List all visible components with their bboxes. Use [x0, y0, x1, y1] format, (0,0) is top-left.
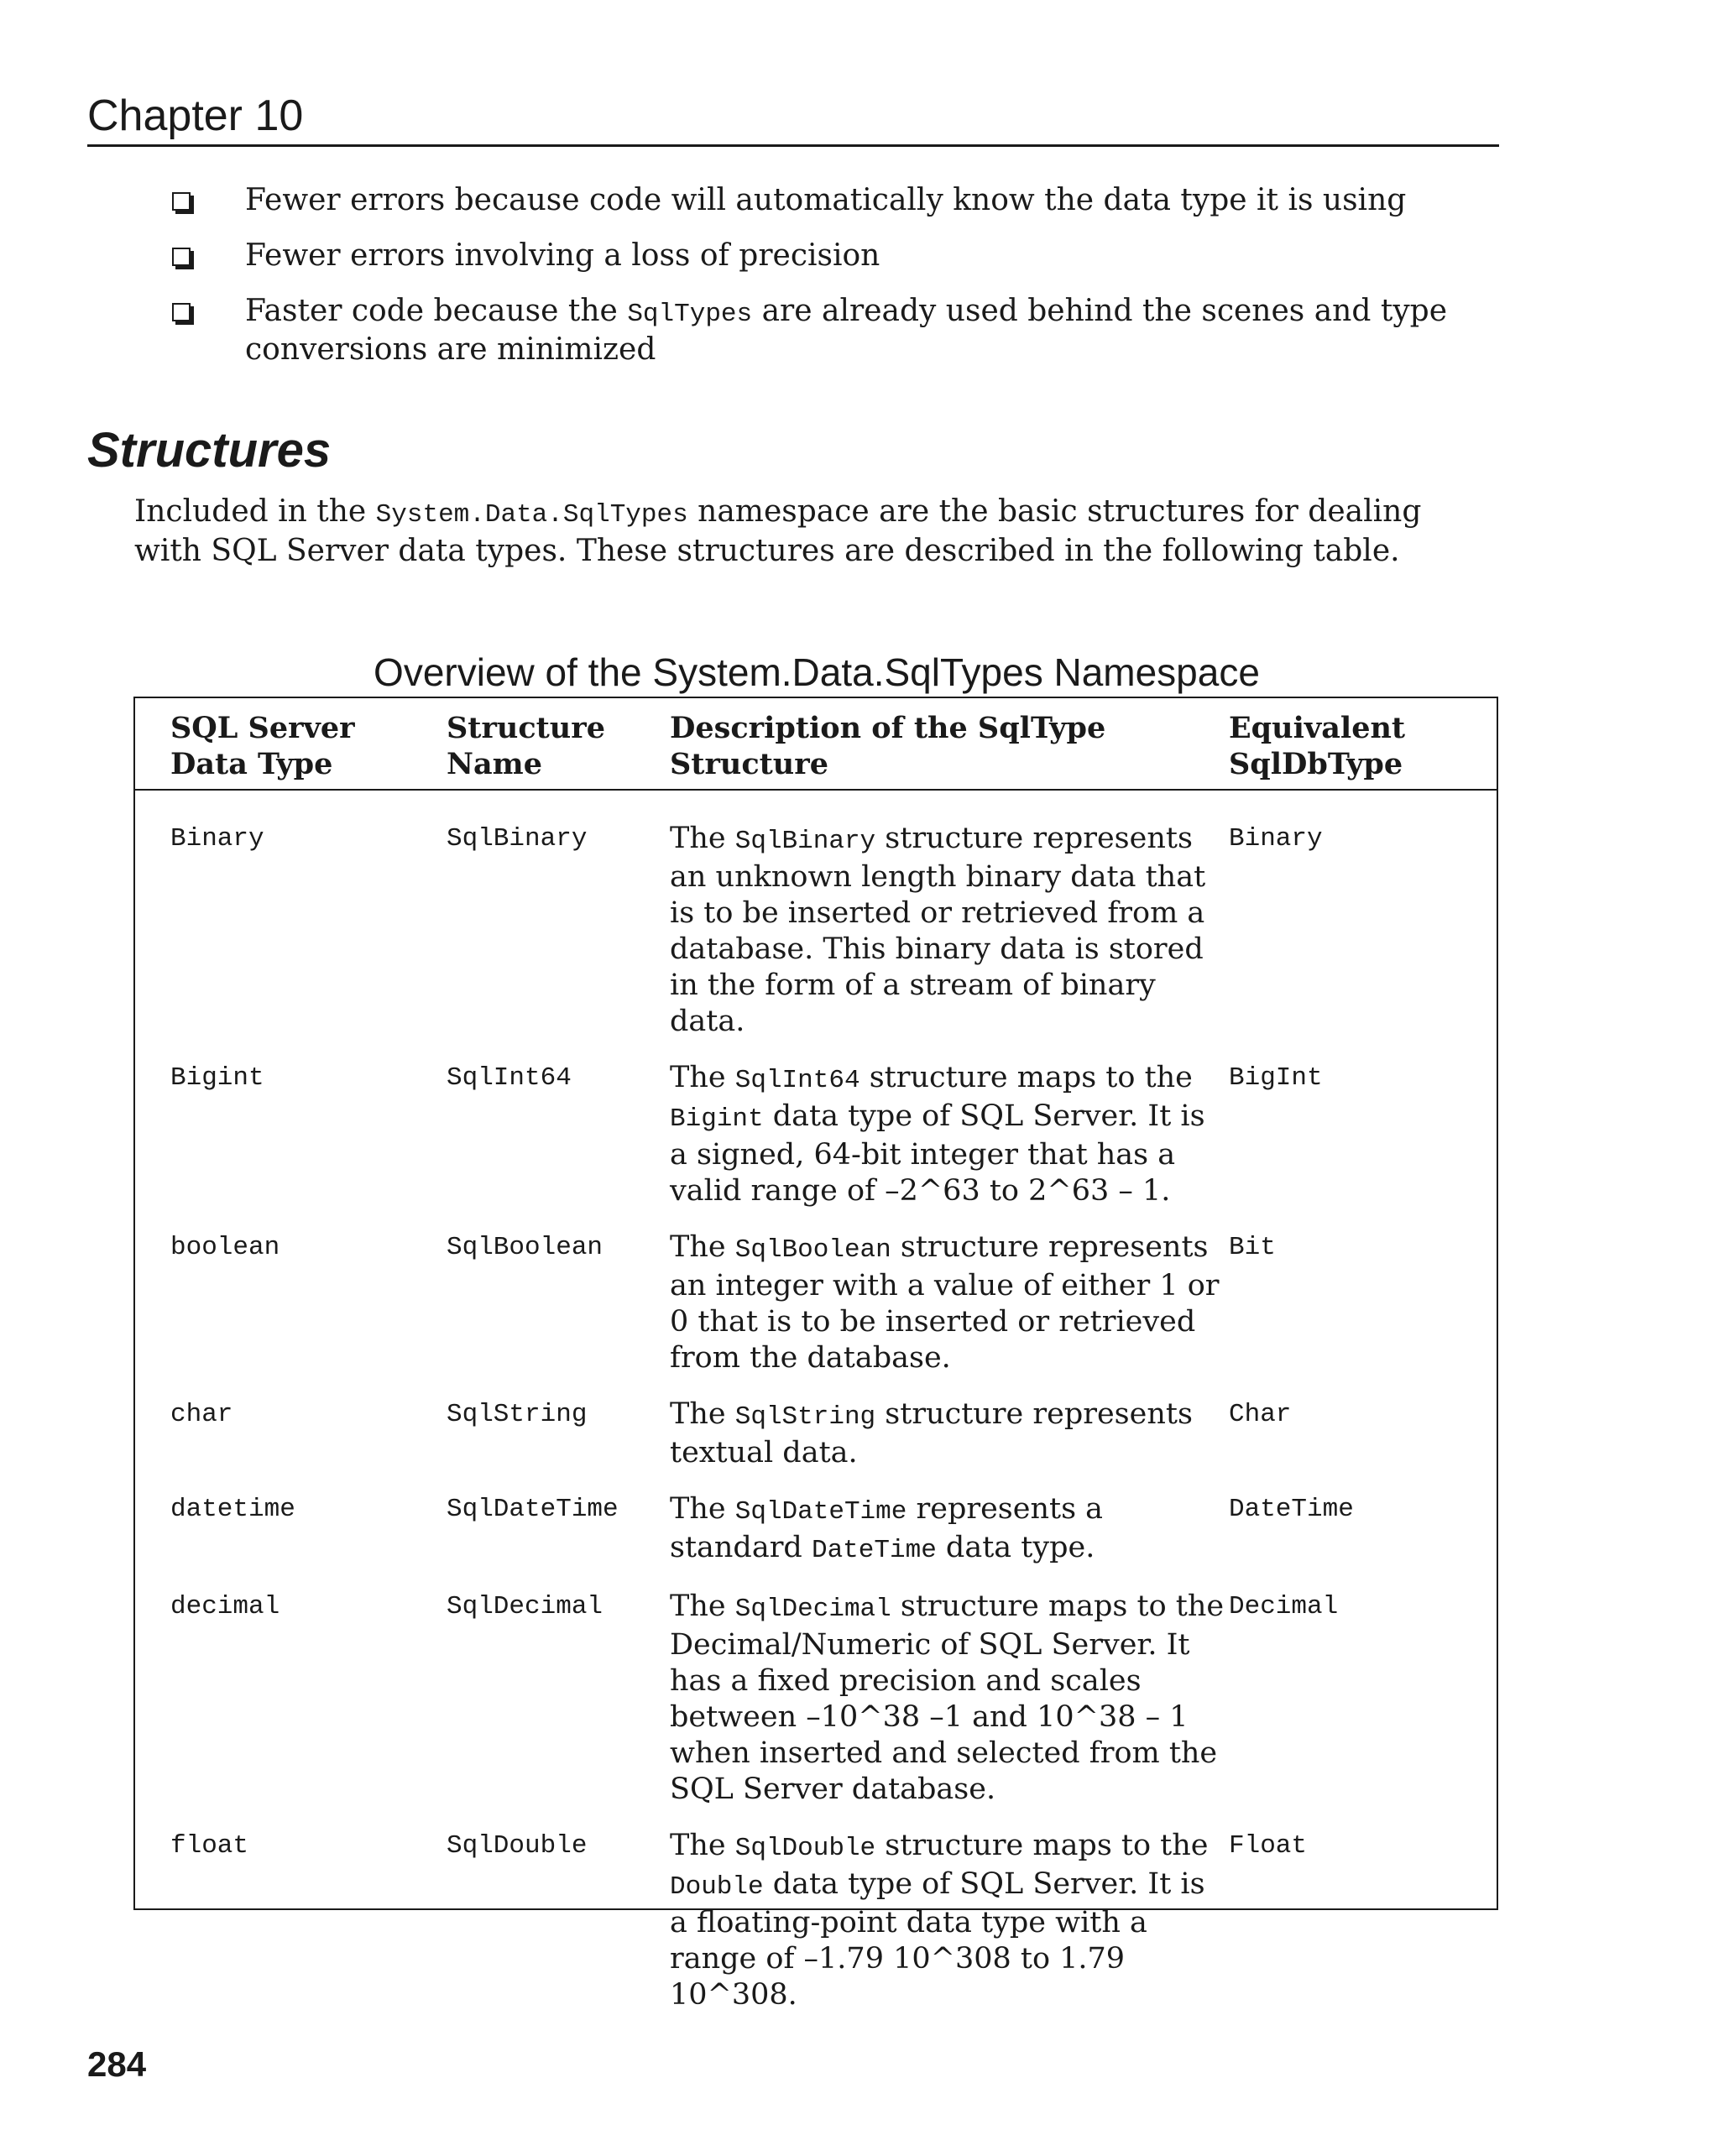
- structures-table: [133, 697, 1498, 2012]
- page-number: 284: [87, 2044, 147, 2084]
- list-item: [172, 183, 1498, 218]
- bullet-text: Fewer errors because code will automatically know the data type it is using: [245, 183, 1407, 217]
- cell-description: The SqlBinary structure represents an unknown length binary data that is to be inserted or retrieved from a database. This binary data is stored in the form of a stream of binary data.: [670, 822, 1206, 1038]
- table-row: [135, 1209, 1497, 1376]
- bullet-list: [172, 183, 1498, 388]
- checkbox-bullet-icon: [172, 248, 191, 266]
- cell-equivalent: BigInt: [1229, 1063, 1323, 1093]
- bullet-text-post: are already used behind the scenes and type conversions are minimized: [245, 294, 1447, 367]
- chapter-title: Chapter 10: [87, 91, 304, 140]
- cell-structure: SqlDateTime: [447, 1495, 619, 1524]
- cell-equivalent: Char: [1229, 1400, 1292, 1429]
- cell-structure: SqlDecimal: [447, 1592, 603, 1621]
- table-row: [135, 1376, 1497, 1471]
- table-row: [135, 1808, 1497, 2013]
- cell-structure: SqlString: [447, 1400, 588, 1429]
- checkbox-bullet-icon: [172, 303, 191, 321]
- cell-equivalent: DateTime: [1229, 1495, 1354, 1524]
- table-caption: Overview of the System.Data.SqlTypes Namespace: [374, 650, 1260, 694]
- cell-structure: SqlBinary: [447, 824, 588, 854]
- cell-structure: SqlDouble: [447, 1831, 588, 1861]
- table-row: [135, 1471, 1497, 1569]
- intro-code: System.Data.SqlTypes: [375, 500, 688, 530]
- intro-text-post: namespace are the basic structures for dealing with SQL Server data types. These structures are described in the following table.: [134, 494, 1422, 568]
- table-row: [135, 1040, 1497, 1209]
- header-structure-name: Structure Name: [447, 698, 670, 790]
- cell-sql-type: boolean: [170, 1233, 280, 1262]
- cell-sql-type: float: [170, 1831, 249, 1861]
- cell-equivalent: Float: [1229, 1831, 1308, 1861]
- cell-sql-type: decimal: [170, 1592, 280, 1621]
- cell-sql-type: Bigint: [170, 1063, 264, 1093]
- list-item: [172, 294, 1498, 368]
- cell-structure: SqlBoolean: [447, 1233, 603, 1262]
- bullet-text-pre: Faster code because the: [245, 294, 628, 328]
- cell-description: The SqlDecimal structure maps to the Decimal/Numeric of SQL Server. It has a fixed precision and scales between –10^38 –1 and 10^38 – 1 when inserted and selected from the SQL Server database.: [670, 1590, 1225, 1806]
- bullet-code: SqlTypes: [627, 300, 753, 329]
- intro-paragraph: [134, 493, 1444, 569]
- table: [135, 698, 1497, 2013]
- intro-text-pre: Included in the: [134, 494, 376, 529]
- chapter-header: [87, 87, 1499, 147]
- cell-description: The SqlString structure represents textual data.: [670, 1397, 1193, 1470]
- cell-equivalent: Binary: [1229, 824, 1323, 854]
- cell-description: The SqlDateTime represents a standard DateTime data type.: [670, 1492, 1104, 1565]
- cell-structure: SqlInt64: [447, 1063, 572, 1093]
- header-equivalent: Equivalent SqlDbType: [1229, 698, 1497, 790]
- cell-description: The SqlBoolean structure represents an integer with a value of either 1 or 0 that is to be inserted or retrieved from the database.: [670, 1230, 1220, 1375]
- section-heading: Structures: [87, 423, 332, 478]
- cell-sql-type: char: [170, 1400, 233, 1429]
- cell-equivalent: Bit: [1229, 1233, 1276, 1262]
- table-row: [135, 790, 1497, 1040]
- header-sql-type: SQL Server Data Type: [135, 698, 447, 790]
- cell-sql-type: Binary: [170, 824, 264, 854]
- table-header-row: [135, 698, 1497, 790]
- cell-equivalent: Decimal: [1229, 1592, 1339, 1621]
- list-item: [172, 238, 1498, 274]
- checkbox-bullet-icon: [172, 192, 191, 211]
- table-row: [135, 1569, 1497, 1808]
- bullet-text: Fewer errors involving a loss of precision: [245, 238, 880, 273]
- cell-sql-type: datetime: [170, 1495, 295, 1524]
- cell-description: The SqlInt64 structure maps to the Bigint data type of SQL Server. It is a signed, 64-bit integer that has a valid range of –2^63 to 2^63 – 1.: [670, 1061, 1205, 1208]
- cell-description: The SqlDouble structure maps to the Double data type of SQL Server. It is a floating-point data type with a range of –1.79 10^308 to 1.79 10^308.: [670, 1829, 1209, 2012]
- header-description: Description of the SqlType Structure: [670, 698, 1229, 790]
